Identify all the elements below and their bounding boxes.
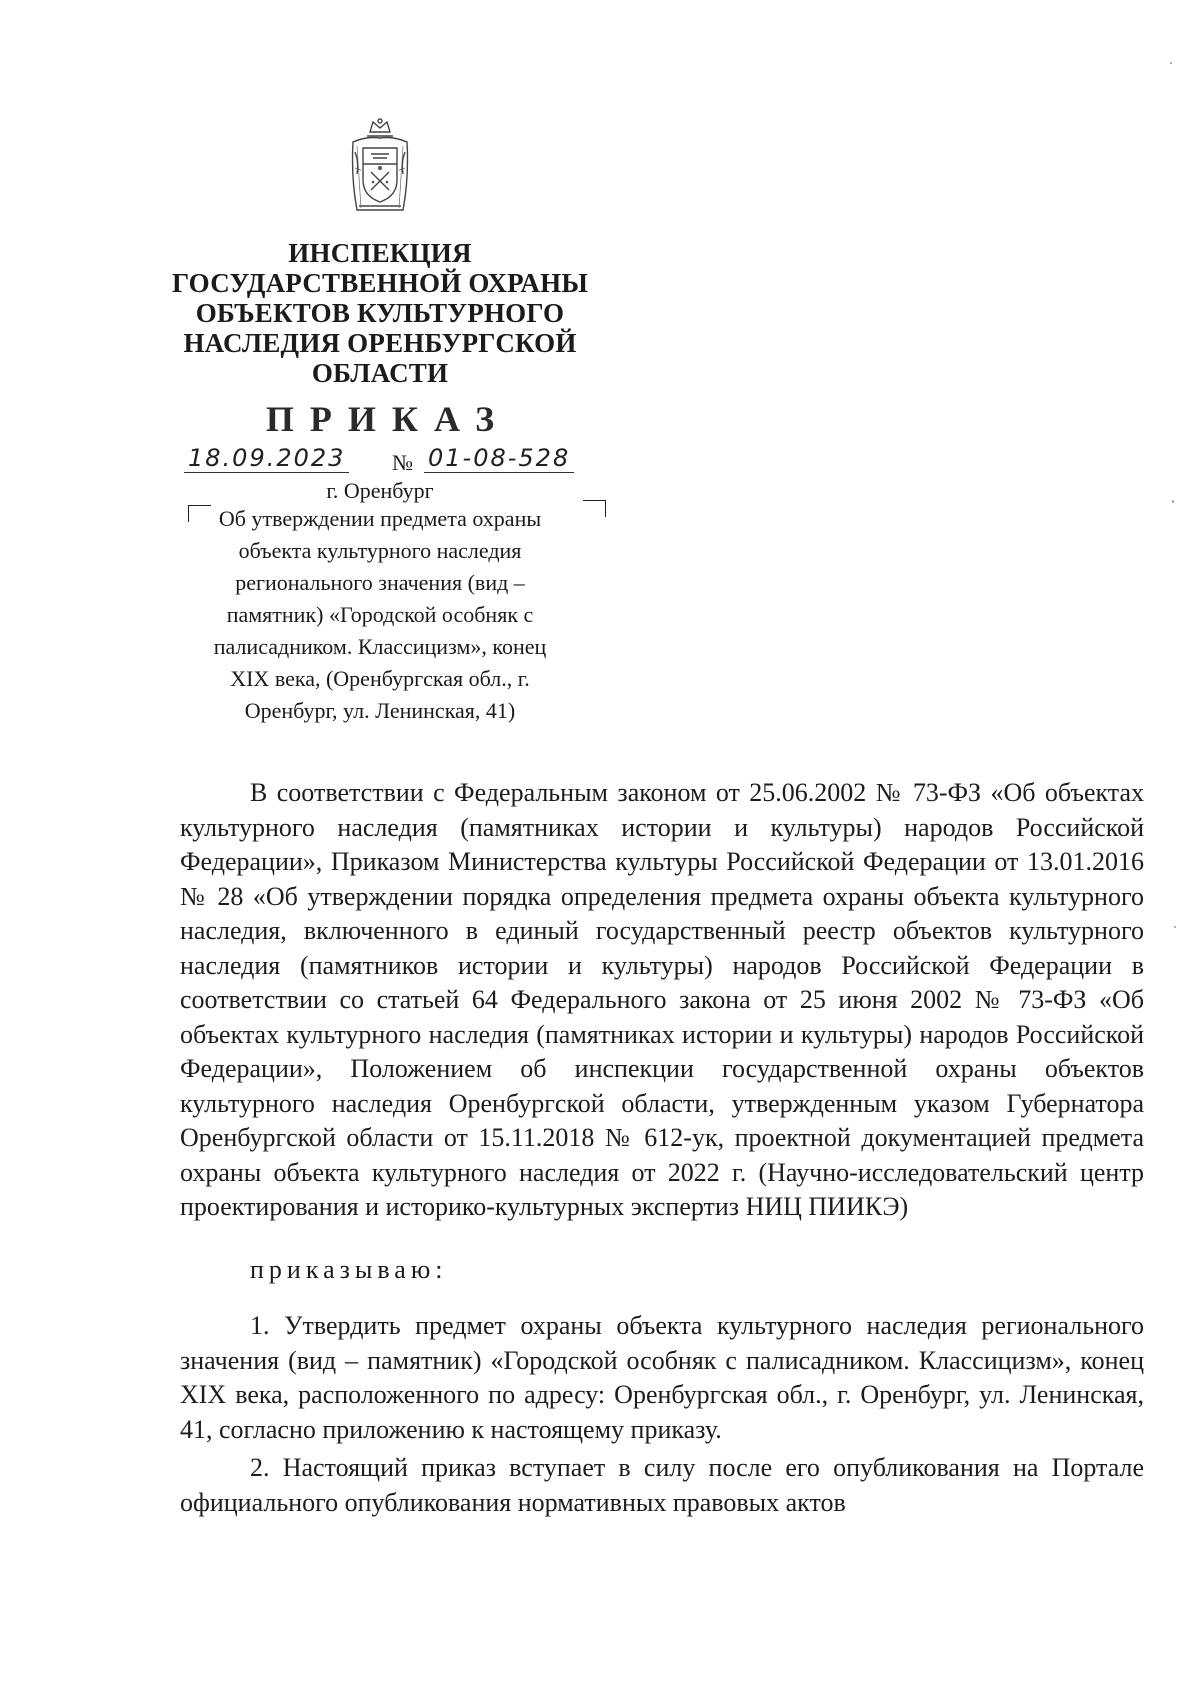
subject-line: Оренбург, ул. Ленинская, 41): [244, 698, 516, 723]
number-label: №: [392, 450, 413, 475]
subject-line: Об утверждении предмета охраны: [218, 506, 542, 531]
org-name-line: ИНСПЕКЦИЯ: [288, 238, 472, 268]
scan-speck: [1172, 500, 1174, 503]
document-body: [180, 776, 1144, 1524]
subject-bracket-right: [583, 500, 606, 517]
subject-line: объекта культурного наследия: [238, 538, 522, 563]
document-subject: [190, 503, 570, 727]
org-name-line: ОБЛАСТИ: [311, 358, 449, 388]
handwritten-number: 01-08-528: [424, 444, 574, 473]
subject-line: палисадником. Классицизм», конец: [213, 634, 547, 659]
subject-line: XIX века, (Оренбургская обл., г.: [230, 666, 530, 691]
subject-line: памятник) «Городской особняк с: [226, 602, 534, 627]
order-item: 2. Настоящий приказ вступает в силу после его опубликования на Портале официального опубликования нормативных правовых актов: [180, 1453, 1144, 1517]
decree-word: приказываю:: [250, 1254, 448, 1284]
preamble-paragraph: В соответствии с Федеральным законом от 25.06.2002 № 73-ФЗ «Об объектах культурного наследия (памятниках истории и культуры) народов Российской Федерации», Приказом Министерства культуры Российской Федерации от 13.01.2016 № 28 «Об утверждении порядка определения предмета охраны объекта культурного наследия, включенного в единый государственный реестр объектов культурного наследия (памятников истории и культуры) народов Российской Федерации в соответствии со статьей 64 Федерального закона от 25 июня 2002 № 73-ФЗ «Об объектах культурного наследия (памятниках истории и культуры) народов Российской Федерации», Положением об инспекции государственной охраны объектов культурного наследия Оренбургской области, утвержденным указом Губернатора Оренбургской области от 15.11.2018 № 612-ук, проектной документацией предмета охраны объекта культурного наследия от 2022 г. (Научно-исследовательский центр проектирования и историко-культурных экспертиз НИЦ ПИИКЭ): [180, 778, 1144, 1221]
registration-line: [170, 444, 590, 478]
handwritten-date: 18.09.2023: [184, 444, 349, 473]
document-type-title: ПРИКАЗ: [265, 399, 511, 439]
city-name: г. Оренбург: [326, 478, 434, 503]
organization-name: [170, 238, 590, 388]
org-name-line: НАСЛЕДИЯ ОРЕНБУРГСКОЙ: [183, 328, 577, 358]
org-name-line: ОБЪЕКТОВ КУЛЬТУРНОГО: [195, 298, 565, 328]
org-name-line: ГОСУДАРСТВЕННОЙ ОХРАНЫ: [171, 268, 589, 298]
coat-of-arms-icon: [343, 118, 417, 216]
scan-speck: [1170, 62, 1172, 64]
scan-speck: [1174, 926, 1176, 928]
document-header: [170, 118, 590, 504]
order-item: 1. Утвердить предмет охраны объекта культурного наследия регионального значения (вид – памятник) «Городской особняк с палисадником. Классицизм», конец XIX века, расположенного по адресу: Оренбургская обл., г. Оренбург, ул. Ленинская, 41, согласно приложению к настоящему приказу.: [180, 1311, 1144, 1444]
subject-line: регионального значения (вид –: [235, 570, 525, 595]
